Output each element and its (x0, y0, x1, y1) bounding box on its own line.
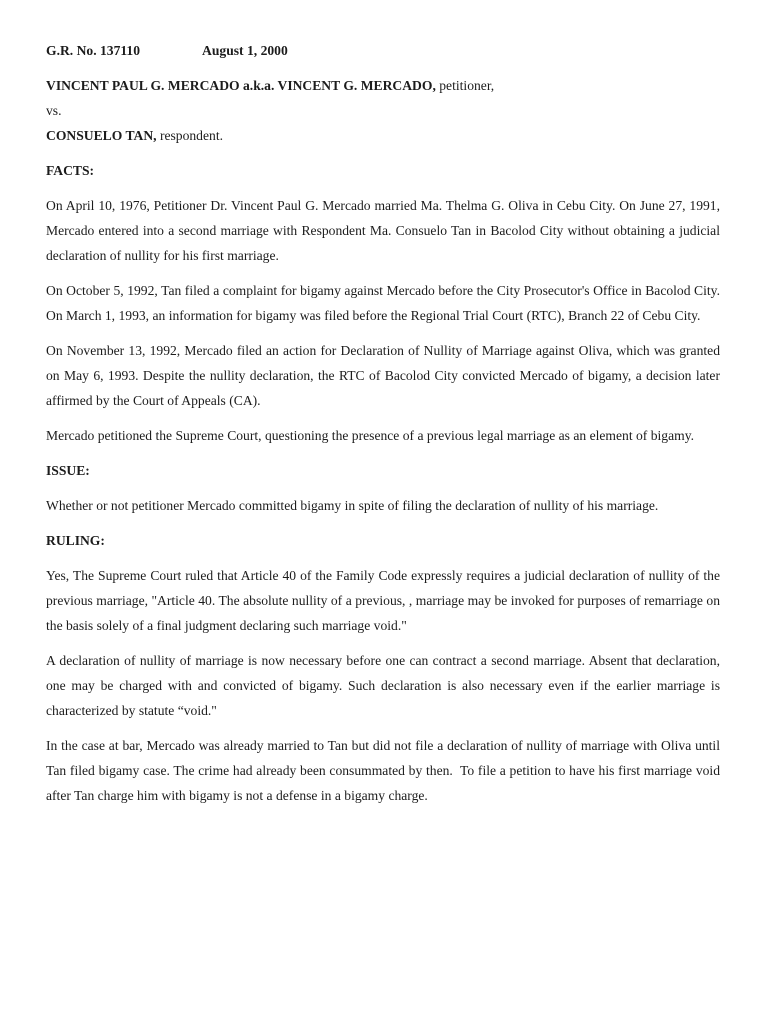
ruling-heading: RULING: (46, 533, 105, 548)
ruling-paragraph-2: A declaration of nullity of marriage is now necessary before one can contract a second marriage. Absent that declaration, one may be charged with and convicted of bigamy. Such declaration is also necessary even if the earlier marriage is characterized by statute “void." (46, 653, 720, 718)
ruling-paragraph-1: Yes, The Supreme Court ruled that Article 40 of the Family Code expressly requires a judicial declaration of nullity of the previous marriage, "Article 40. The absolute nullity of a previous, , marriage may be invoked for purposes of remarriage on the basis solely of a final judgment declaring such marriage void." (46, 568, 720, 633)
ruling-paragraph-3: In the case at bar, Mercado was already married to Tan but did not file a declaration of nullity of marriage with Oliva until Tan filed bigamy case. The crime had already been consummated by then. To file a petition to have his first marriage void after Tan charge him with bigamy is not a defense in a bigamy charge. (46, 738, 720, 803)
gr-number: G.R. No. 137110 (46, 43, 141, 58)
petitioner-line (46, 73, 720, 98)
facts-paragraph-2: On October 5, 1992, Tan filed a complaint for bigamy against Mercado before the City Prosecutor's Office in Bacolod City. On March 1, 1993, an information for bigamy was filed before the Regional Trial Court (RTC), Branch 22 of Cebu City. (46, 283, 720, 323)
issue-heading: ISSUE: (46, 463, 90, 478)
facts-paragraph-3: On November 13, 1992, Mercado filed an action for Declaration of Nullity of Marriage against Oliva, which was granted on May 6, 1993. Despite the nullity declaration, the RTC of Bacolod City convicted Mercado of bigamy, a decision later affirmed by the Court of Appeals (CA). (46, 343, 720, 408)
facts-paragraph-1: On April 10, 1976, Petitioner Dr. Vincent Paul G. Mercado married Ma. Thelma G. Oliva in Cebu City. On June 27, 1991, Mercado entered into a second marriage with Respondent Ma. Consuelo Tan in Bacolod City without obtaining a judicial declaration of nullity for his first marriage. (46, 198, 720, 263)
facts-paragraph-4: Mercado petitioned the Supreme Court, questioning the presence of a previous legal marriage as an element of bigamy. (46, 428, 695, 443)
respondent-role: respondent. (156, 128, 223, 143)
respondent-line (46, 123, 720, 148)
facts-heading: FACTS: (46, 163, 95, 178)
versus-line: vs. (46, 103, 62, 118)
petitioner-name: VINCENT PAUL G. MERCADO a.k.a. VINCENT G. MERCADO, (46, 78, 436, 93)
petitioner-role: petitioner, (435, 78, 495, 93)
case-caption (46, 73, 720, 148)
case-header-line (46, 38, 720, 63)
decision-date: August 1, 2000 (202, 43, 288, 58)
respondent-name: CONSUELO TAN, (46, 128, 157, 143)
issue-paragraph-1: Whether or not petitioner Mercado committed bigamy in spite of filing the declaration of nullity of his marriage. (46, 498, 659, 513)
